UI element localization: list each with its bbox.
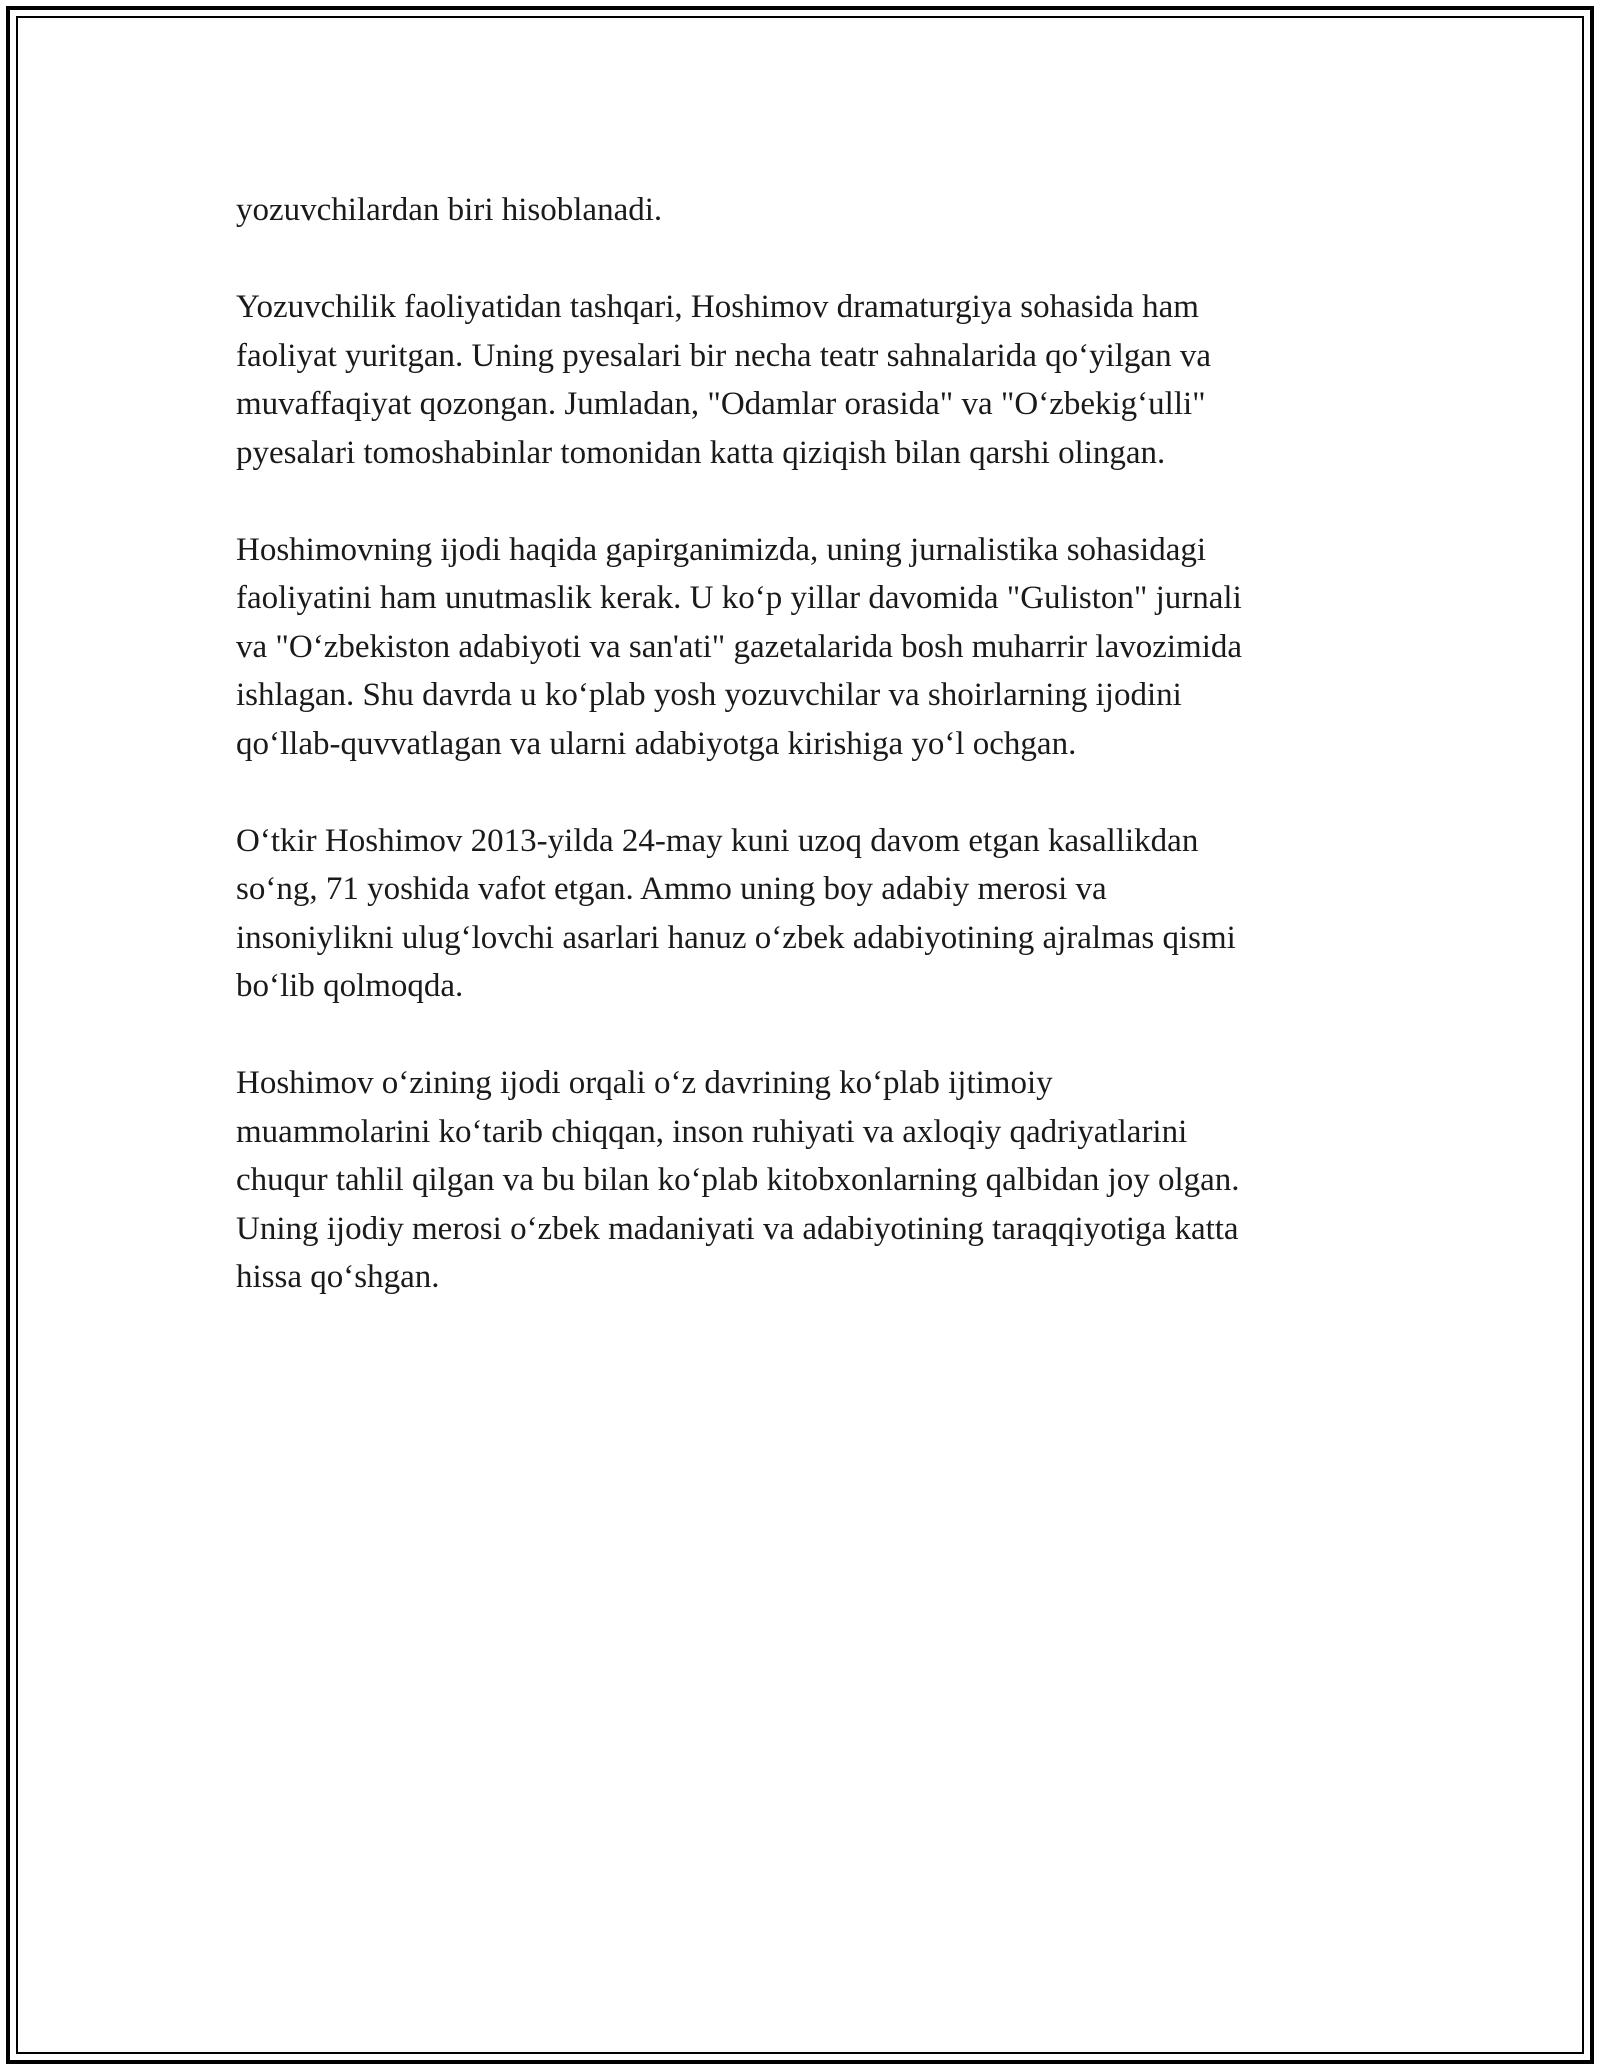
text-line: O‘tkir Hoshimov 2013-yilda 24-may kuni uzoq davom etgan kasallikdan: [236, 822, 1199, 859]
paragraph: [236, 186, 1366, 235]
paragraph: [236, 283, 1366, 477]
text-line: Yozuvchilik faoliyatidan tashqari, Hoshimov dramaturgiya sohasida ham: [236, 289, 1199, 325]
text-line: muammolarini ko‘tarib chiqqan, inson ruhiyati va axloqiy qadriyatlarini: [236, 1113, 1188, 1150]
text-line: va "O‘zbekiston adabiyoti va san'ati" gazetalarida bosh muharrir lavozimida: [236, 628, 1243, 665]
text-line: muvaffaqiyat qozongan. Jumladan, "Odamlar orasida" va "O‘zbekig‘ulli": [236, 386, 1206, 422]
text-line: pyesalari tomoshabinlar tomonidan katta qiziqish bilan qarshi olingan.: [236, 434, 1166, 471]
text-line: so‘ng, 71 yoshida vafot etgan. Ammo uning boy adabiy merosi va: [236, 871, 1107, 907]
text-line: faoliyat yuritgan. Uning pyesalari bir necha teatr sahnalarida qo‘yilgan va: [236, 337, 1211, 374]
paragraph: [236, 1059, 1366, 1302]
text-line: bo‘lib qolmoqda.: [236, 968, 464, 1004]
text-line: hissa qo‘shgan.: [236, 1259, 440, 1295]
text-line: Hoshimovning ijodi haqida gapirganimizda, uning jurnalistika sohasidagi: [236, 531, 1207, 568]
text-line: yozuvchilardan biri hisoblanadi.: [236, 192, 663, 228]
document-body: [236, 186, 1366, 1350]
text-line: insoniylikni ulug‘lovchi asarlari hanuz o‘zbek adabiyotining ajralmas qismi: [236, 919, 1236, 956]
text-line: qo‘llab-quvvatlagan va ularni adabiyotga kirishiga yo‘l ochgan.: [236, 725, 1077, 762]
paragraph: [236, 526, 1366, 769]
paragraph: [236, 817, 1366, 1011]
text-line: chuqur tahlil qilgan va bu bilan ko‘plab kitobxonlarning qalbidan joy olgan.: [236, 1162, 1240, 1198]
text-line: faoliyatini ham unutmaslik kerak. U ko‘p yillar davomida "Guliston" jurnali: [236, 580, 1242, 616]
text-line: Uning ijodiy merosi o‘zbek madaniyati va adabiyotining taraqqiyotiga katta: [236, 1210, 1239, 1247]
text-line: Hoshimov o‘zining ijodi orqali o‘z davrining ko‘plab ijtimoiy: [236, 1065, 1053, 1101]
text-line: ishlagan. Shu davrda u ko‘plab yosh yozuvchilar va shoirlarning ijodini: [236, 677, 1182, 713]
